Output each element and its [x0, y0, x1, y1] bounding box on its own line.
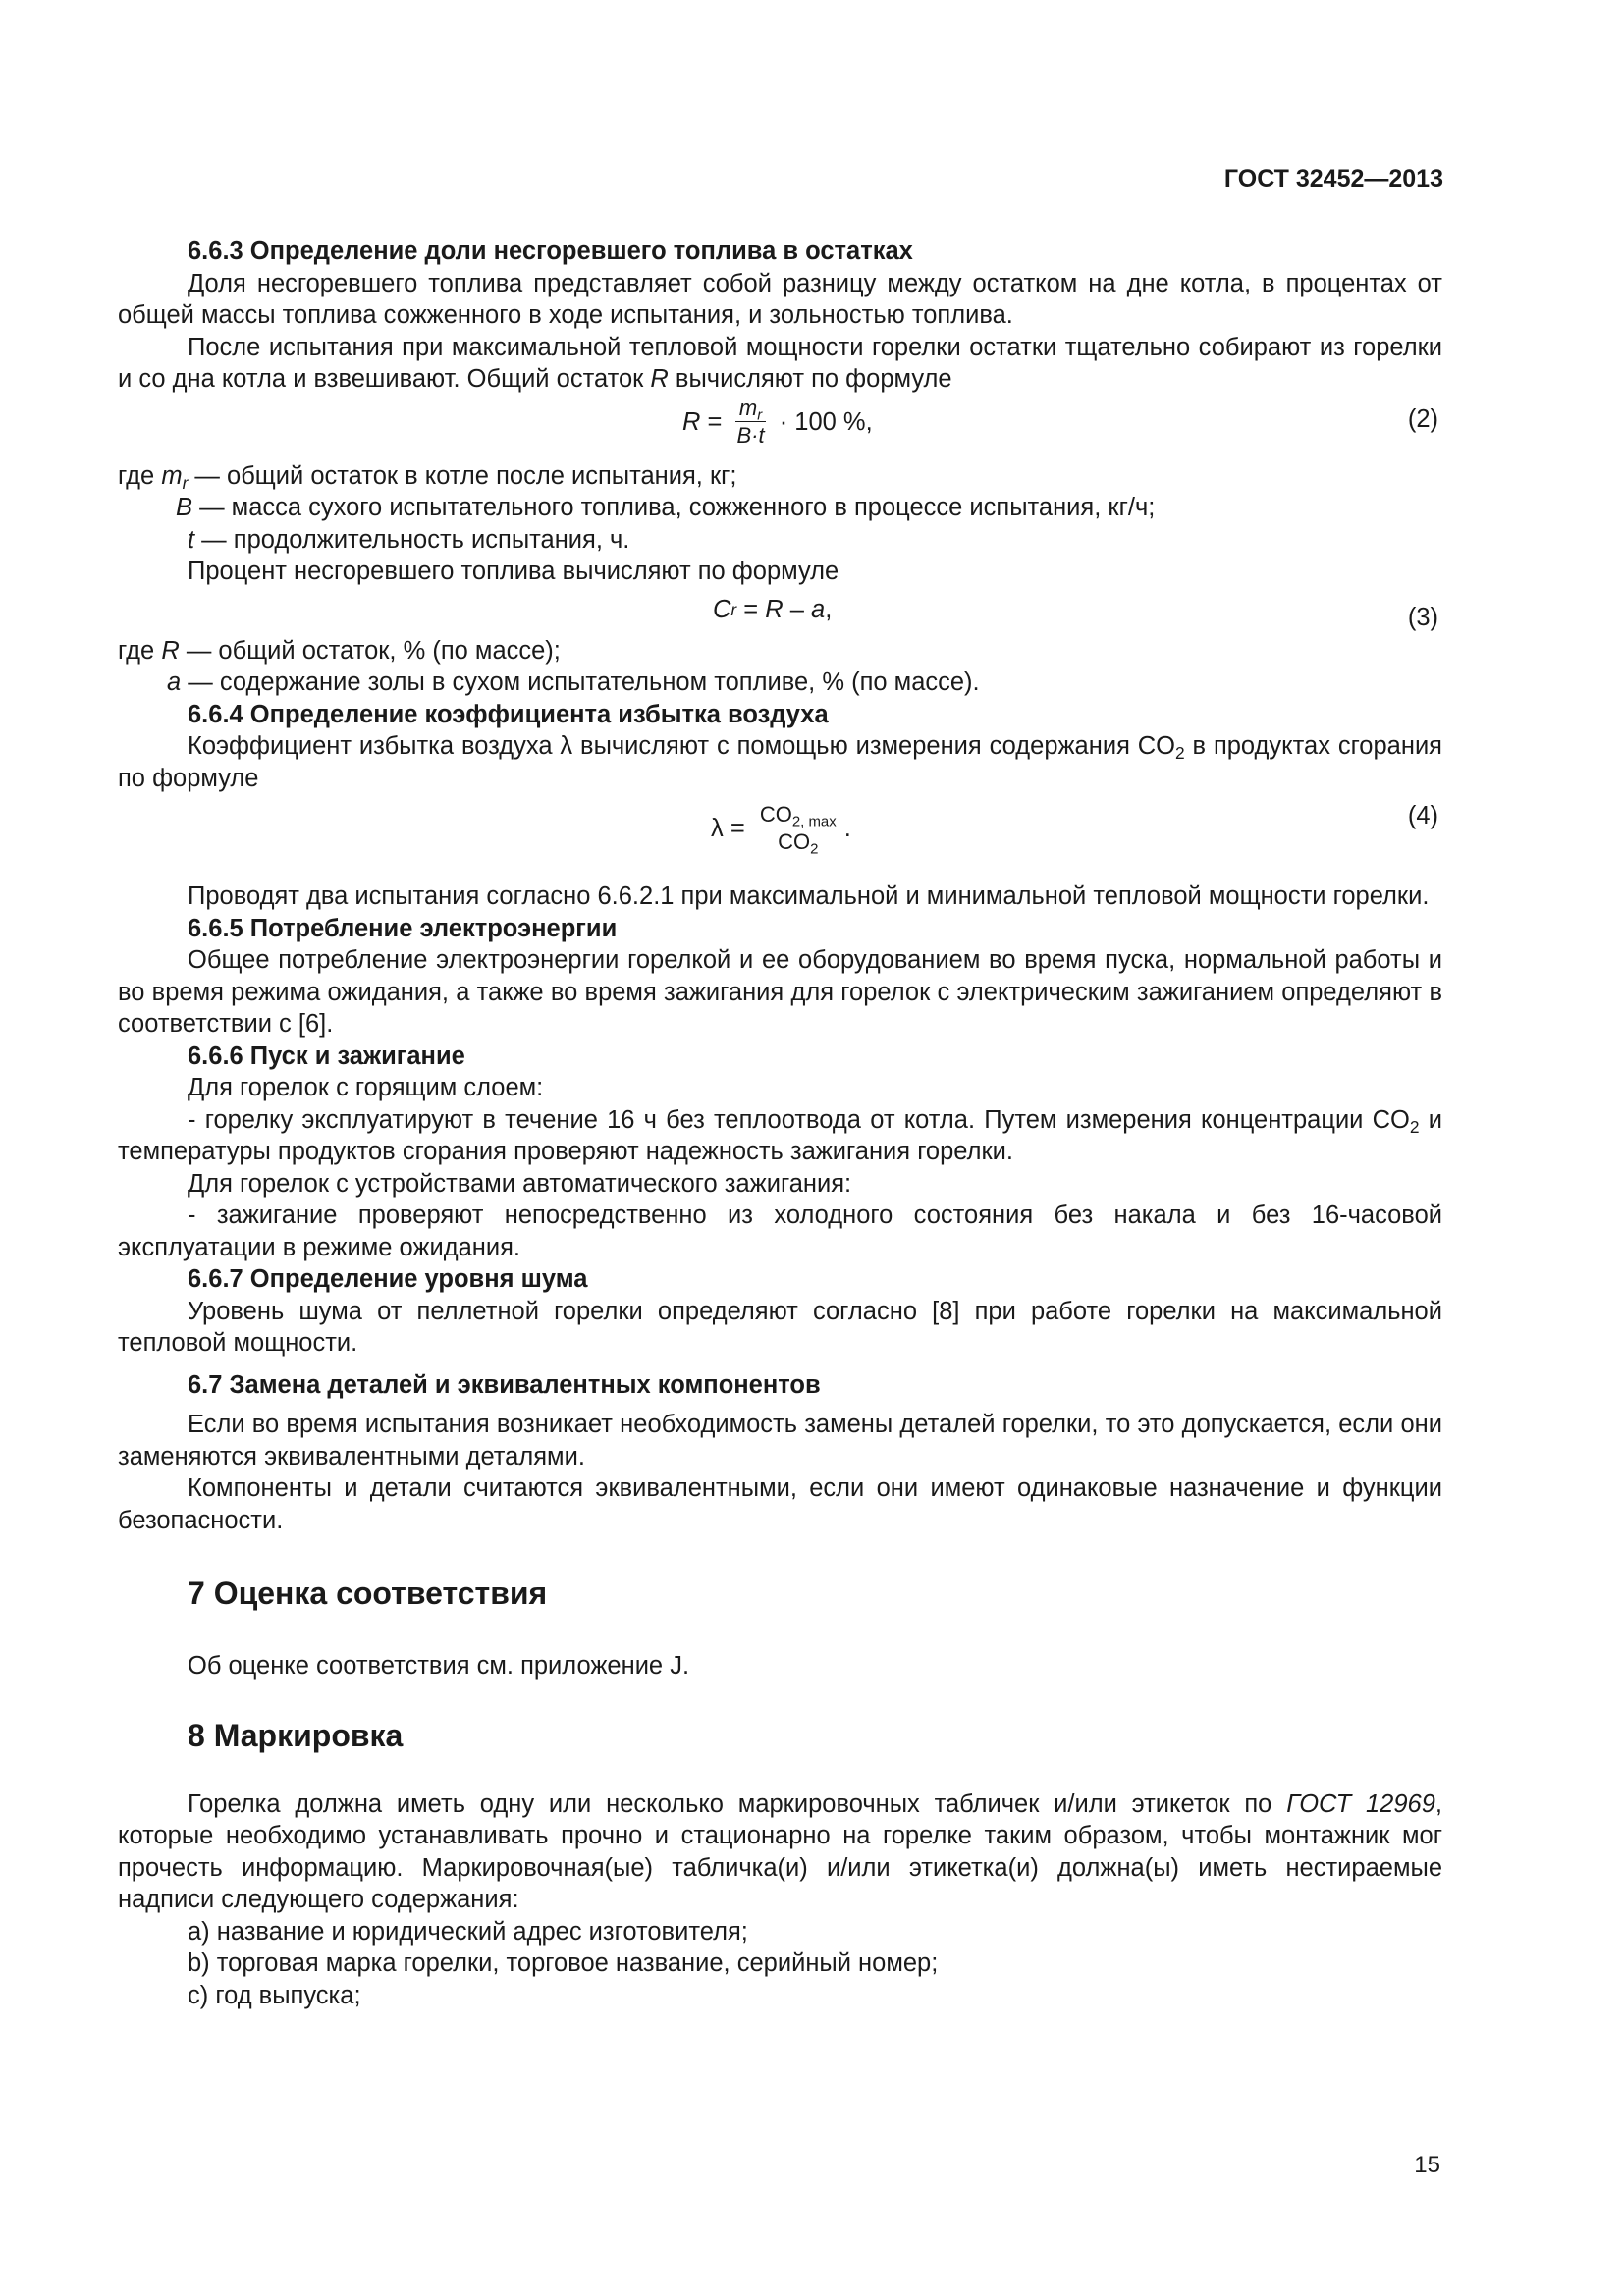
section-6-6-5-title: 6.6.5 Потребление электроэнергии: [188, 914, 618, 942]
paragraph: Проводят два испытания согласно 6.6.2.1 при максимальной и минимальной тепловой мощности горелки.: [188, 882, 1430, 910]
paragraph: Общее потребление электроэнергии горелкой и ее оборудованием во время пуска, нормальной работы и во время режима ожидания, а также во время зажигания для горелок с электрическим зажиганием определяют в соответствии с [6].: [118, 946, 1442, 1038]
paragraph: Для горелок с устройствами автоматического зажигания:: [188, 1169, 852, 1198]
list-item: - зажигание проверяют непосредственно из холодного состояния без накала и без 16-часовой эксплуатации в режиме ожидания.: [118, 1201, 1442, 1261]
where-line: где $m_r$ — общий остаток в котле после испытания, кг;: [118, 461, 737, 493]
formula-3-expression: C r = R – a ,: [713, 595, 833, 623]
section-6-6-3-title: 6.6.3 Определение доли несгоревшего топлива в остатках: [188, 238, 913, 265]
where-line: a — содержание золы в сухом испытательном топливе, % (по массе).: [167, 668, 980, 696]
list-item: c) год выпуска;: [188, 1981, 361, 2009]
section-8-title: 8 Маркировка: [188, 1717, 404, 1753]
paragraph: Уровень шума от пеллетной горелки определяют согласно [8] при работе горелки на максимальной тепловой мощности.: [118, 1297, 1442, 1357]
formula-3: [118, 588, 1442, 635]
formula-4-number: (4): [1407, 802, 1438, 829]
paragraph: Доля несгоревшего топлива представляет собой разницу между остатком на дне котла, в процентах от общей массы топлива сожженного в ходе испытания, и зольностью топлива.: [118, 269, 1442, 329]
paragraph: Горелка должна иметь одну или несколько маркировочных табличек и/или этикеток по ГОСТ 12969, которые необходимо устанавливать прочно и стационарно на горелке таким образом, чтобы монтажник мог прочесть информацию. Маркировочная(ые) табличка(и) и/или этикетка(и) должна(ы) иметь нестираемые надписи следующего содержания:: [118, 1789, 1443, 1913]
page-number: 15: [1414, 2152, 1440, 2178]
document-header: ГОСТ 32452—2013: [1223, 165, 1443, 192]
section-6-6-4-title: 6.6.4 Определение коэффициента избытка воздуха: [188, 700, 829, 728]
paragraph: Процент несгоревшего топлива вычисляют по формуле: [188, 558, 839, 585]
section-6-6-6-title: 6.6.6 Пуск и зажигание: [188, 1041, 465, 1070]
paragraph: Компоненты и детали считаются эквивалентными, если они имеют одинаковые назначение и функции безопасности.: [118, 1474, 1442, 1534]
where-line: где R — общий остаток, % (по массе);: [118, 636, 561, 665]
formula-2-number: (2): [1407, 404, 1438, 433]
page-content: [118, 236, 1442, 2011]
formula-3-number: (3): [1407, 603, 1438, 631]
section-6-6-7-title: 6.6.7 Определение уровня шума: [188, 1265, 588, 1293]
paragraph: Коэффициент избытка воздуха λ вычисляют с помощью измерения содержания $CO_2$ в продуктах сгорания по формуле: [118, 732, 1442, 792]
section-6-7-title: 6.7 Замена деталей и эквивалентных компонентов: [188, 1370, 821, 1399]
list-item: a) название и юридический адрес изготовителя;: [188, 1917, 748, 1946]
paragraph: Если во время испытания возникает необходимость замены деталей горелки, то это допускается, если они заменяются эквивалентными деталями.: [118, 1411, 1442, 1470]
standard-reference: ГОСТ 12969: [1286, 1789, 1435, 1818]
formula-2-fraction: $\frac{m_r}{B\cdot t}$: [736, 395, 765, 448]
formula-4: [118, 794, 1442, 869]
paragraph: Для горелок с горящим слоем:: [188, 1074, 544, 1101]
section-7-title: 7 Оценка соответствия: [188, 1575, 548, 1611]
where-line: t — продолжительность испытания, ч.: [188, 525, 630, 554]
formula-2: [118, 396, 1442, 460]
list-item: b) торговая марка горелки, торговое название, серийный номер;: [188, 1949, 939, 1977]
formula-4-fraction: $\frac{CO_{2, max}}{CO_2}$: [756, 802, 840, 856]
where-line: B — масса сухого испытательного топлива, сожженного в процессе испытания, кг/ч;: [176, 494, 1156, 521]
list-item: - горелку эксплуатируют в течение 16 ч без теплоотвода от котла. Путем измерения концентрации $CO_2$ и температуры продуктов сгорания проверяют надежность зажигания горелки.: [118, 1105, 1442, 1165]
formula-2-expression: R = $\frac{m_r}{B\cdot t}$ · 100 %,: [682, 395, 873, 448]
paragraph: Об оценке соответствия см. приложение J.: [188, 1652, 690, 1680]
paragraph: После испытания при максимальной тепловой мощности горелки остатки тщательно собирают из горелки и со дна котла и взвешивают. Общий остаток R вычисляют по формуле: [118, 333, 1442, 393]
formula-4-expression: λ = $\frac{CO_{2, max}}{CO_2}$ .: [711, 802, 851, 858]
